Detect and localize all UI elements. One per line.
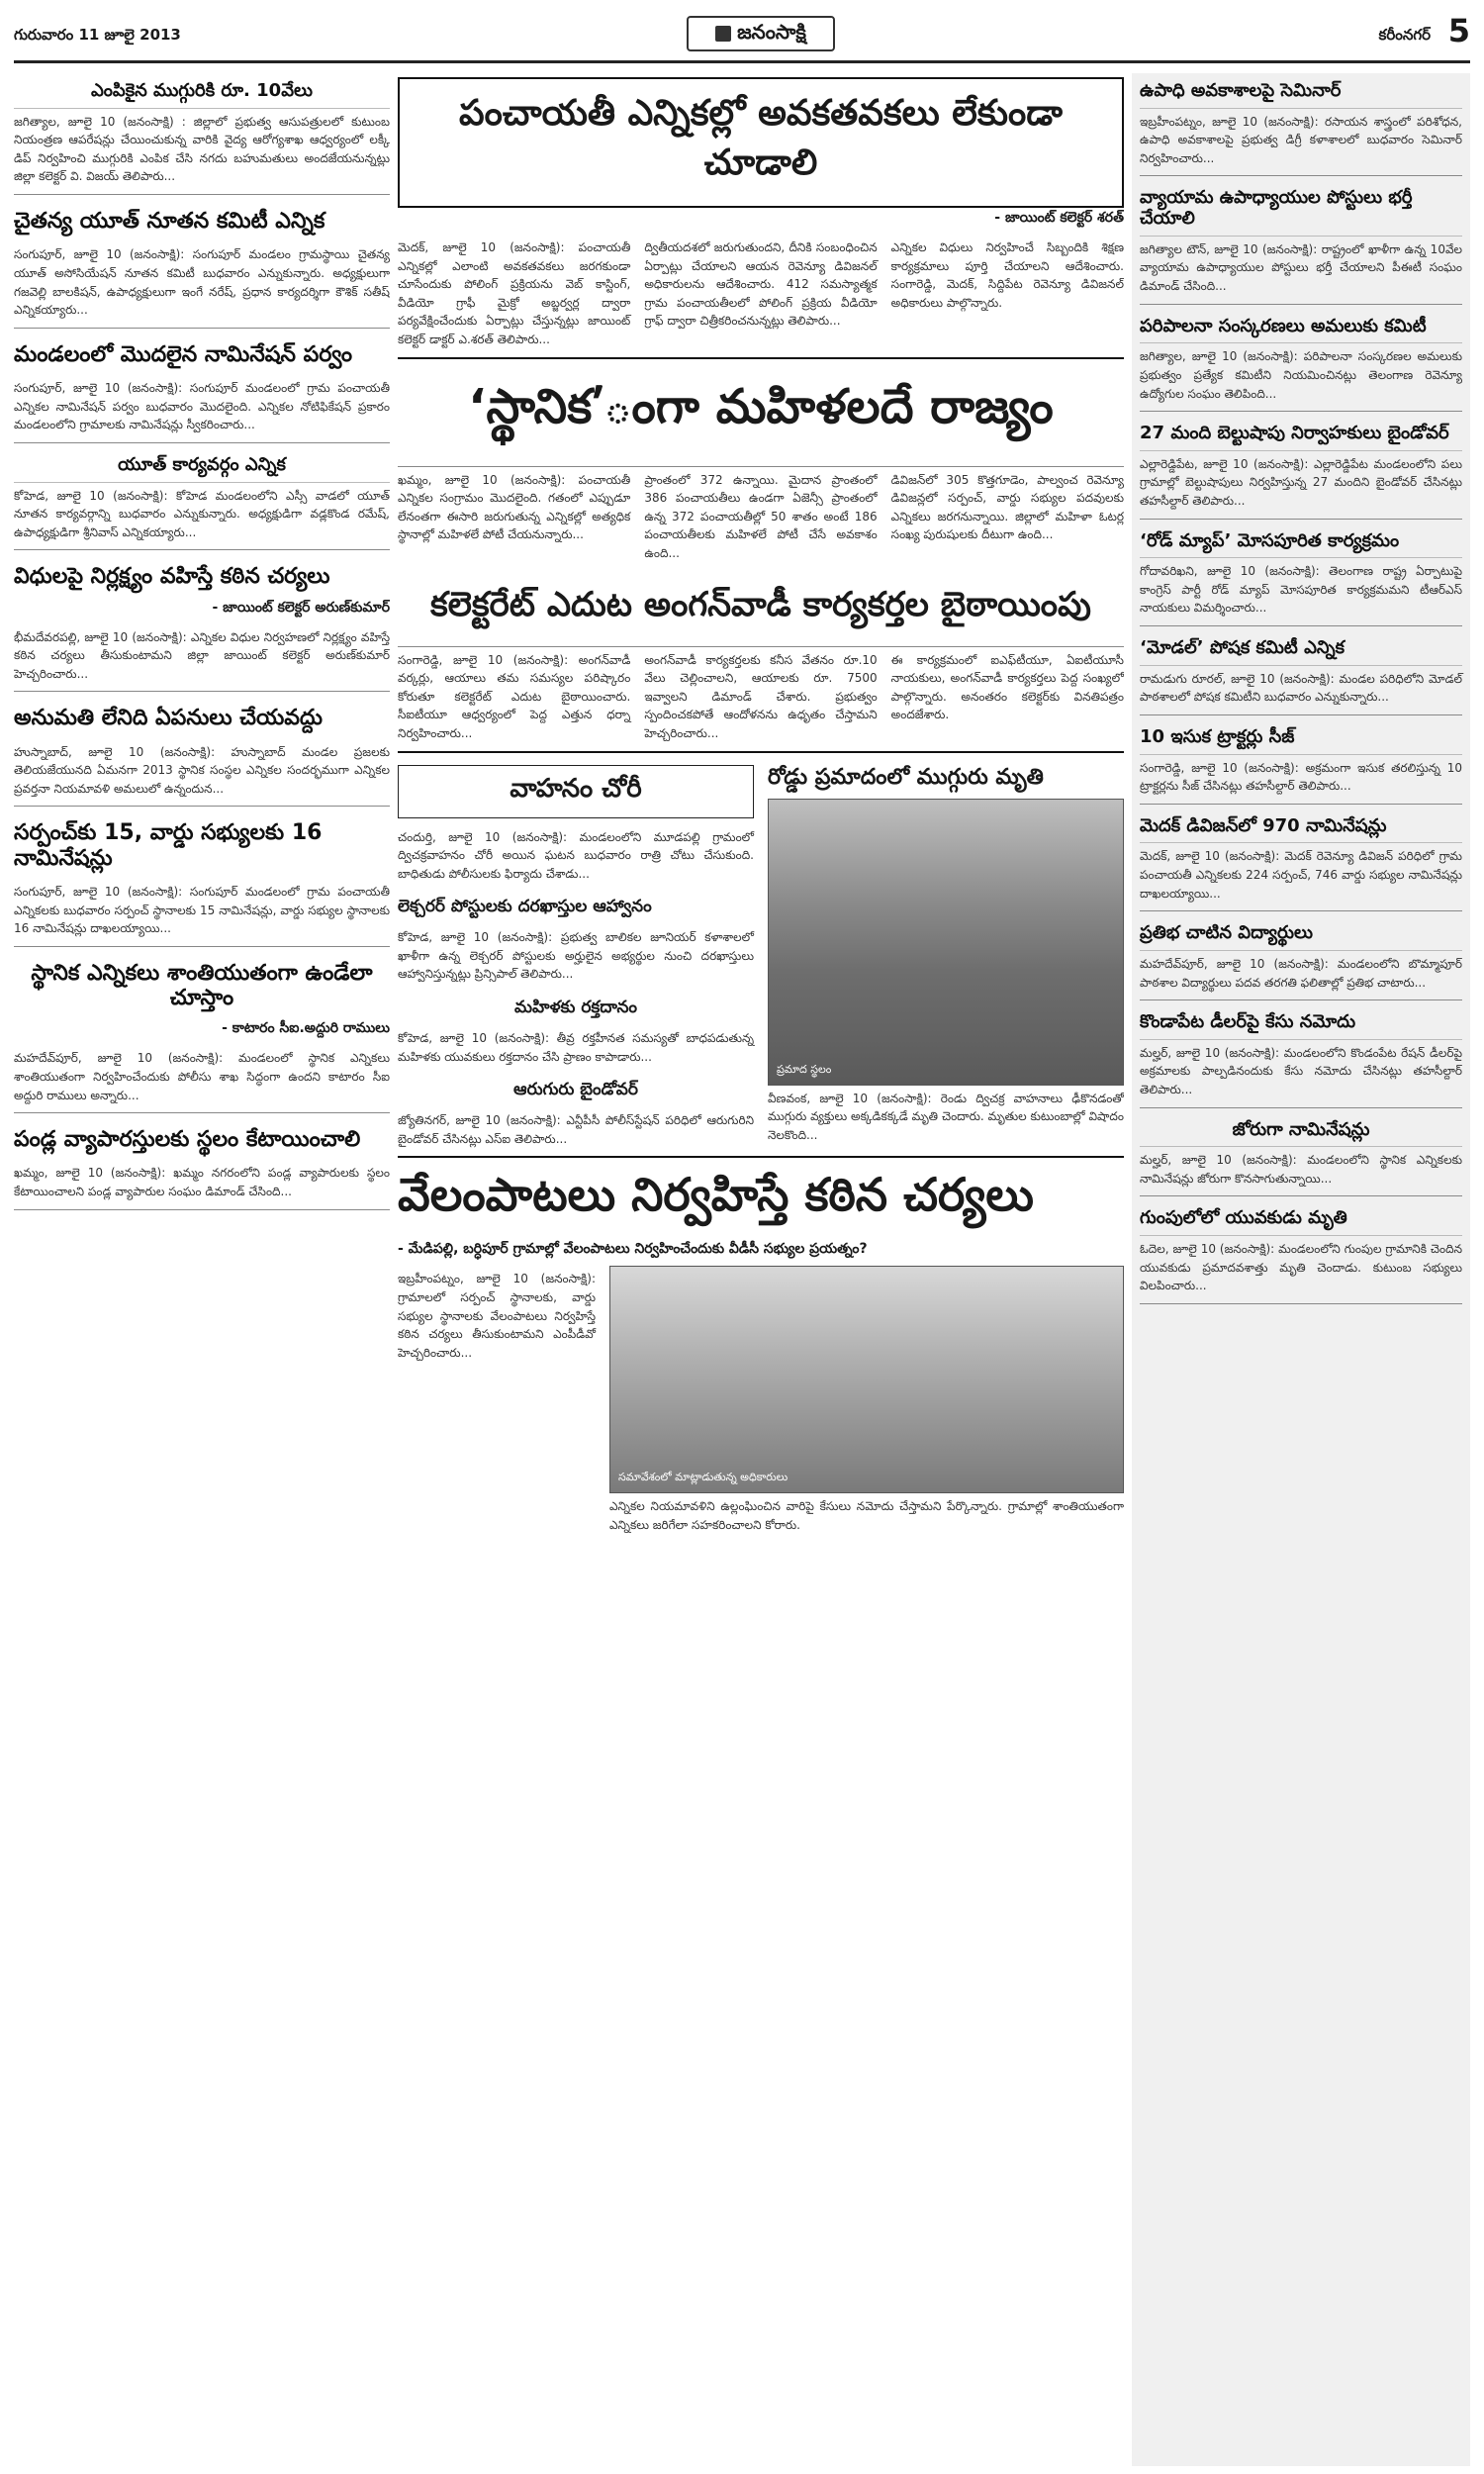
lead-body-col3: ఎన్నికల విధులు నిర్వహించే సిబ్బందికి శిక్షణ కార్యక్రమాలు పూర్తి చేయాలని ఆదేశించారు. సంగారెడ్డి, మెదక్, సిద్దిపేట రెవెన్యూ డివిజనల్ అధికారులు పాల్గొన్నారు. [890,240,1124,310]
auction-headline: వేలంపాటలు నిర్వహిస్తే కఠిన చర్యలు [398,1156,1124,1239]
headline: సర్పంచ్‌కు 15, వార్డు సభ్యులకు 16 నామినేషన్లు [14,820,323,871]
story-model-committee [1140,630,1462,715]
story-body: మెదక్, జూలై 10 (జనంసాక్షి): మెదక్ రెవెన్యూ డివిజన్ పరిధిలో గ్రామ పంచాయతీ ఎన్నికలకు 224 సర్పంచ్, 746 వార్డు సభ్యుల నామినేషన్లు దాఖలయ్యాయి... [1140,849,1462,901]
anganwadi-headline: కలెక్టరేట్ ఎదుట అంగన్‌వాడీ కార్యకర్తల బైఠాయింపు [398,571,1124,647]
headline: పరిపాలనా సంస్కరణలు అమలుకు కమిటీ [1140,309,1462,344]
story-sarpanch-nominations [14,810,390,946]
right-column [1132,73,1470,2466]
story-body: హుస్నాబాద్, జూలై 10 (జనంసాక్షి): హుస్నాబాద్ మండల ప్రజలకు తెలియజేయునది ఏమనగా 2013 స్థానిక సంస్థల ఎన్నికల సందర్భముగా ఎన్నికల ప్రవర్తనా నియమావళి అమలులో ఉన్నందున... [14,744,390,796]
story-body: జగిత్యాల, జూలై 10 (జనంసాక్షి) : జిల్లాలో ప్రభుత్వ ఆసుపత్రులలో కుటుంబ నియంత్రణ ఆపరేషన్లు చేయించుకున్న వారికి వైద్య ఆరోగ్యశాఖ ఆధ్వర్యంలో లక్కీ డిప్ నిర్వహించి ముగ్గురికి ఎంపిక చేసి నగదు బహుమతులు అందజేయనున్నట్లు జిల్లా కలెక్టర్ వి. విజయ్ తెలిపారు... [14,114,390,184]
story-youth-death [1140,1200,1462,1303]
auction-deck: - మేడిపల్లి, బర్ధిపూర్ గ్రామాల్లో వేలంపాటలు నిర్వహించేందుకు వీడీసీ సభ్యుల ప్రయత్నం? [398,1241,868,1258]
auction-story [398,1156,1124,1542]
story-body: సంగుపూర్, జూలై 10 (జనంసాక్షి): సంగుపూర్ మండలంలో గ్రామ పంచాయతీ ఎన్నికలకు బుధవారం సర్పంచ్ స్థానాలకు 15 నామినేషన్లు, వార్డు సభ్యుల స్థానాలకు 16 నామినేషన్లు దాఖలయ్యాయి... [14,885,390,936]
story-body: మహదేవ్‌పూర్, జూలై 10 (జనంసాక్షి): మండలంలోని బొమ్మాపూర్ పాఠశాల విద్యార్థులు పదవ తరగతి ఫలితాల్లో ప్రతిభ చాటారు... [1140,956,1462,990]
story-body: ఓదెల, జూలై 10 (జనంసాక్షి): మండలంలోని గుంపుల గ్రామానికి చెందిన యువకుడు ప్రమాదవశాత్తు మృతి చెందాడు. కుటుంబ సభ్యులు విలపించారు... [1140,1242,1462,1293]
story-youth-body [14,447,390,550]
anganwadi-body-col3: ఈ కార్యక్రమంలో ఐఎఫ్‌టీయూ, ఏఐటీయూసీ నాయకులు, అంగన్‌వాడీ కార్యకర్తలు పెద్ద సంఖ్యలో పాల్గొన్నారు. అనంతరం కలెక్టర్‌కు వినతిపత్రం అందజేశారు. [890,652,1124,722]
story-body: రామడుగు రూరల్, జూలై 10 (జనంసాక్షి): మండల పరిధిలోని మోడల్ పాఠశాలలో పోషక కమిటీని బుధవారం ఎన్నుకున్నారు... [1140,671,1462,705]
lead-body-col1: మెదక్, జూలై 10 (జనంసాక్షి): పంచాయతీ ఎన్నికల్లో ఎలాంటి అవకతవకలు జరగకుండా చూసేందుకు పోలింగ్ ప్రక్రియను వెబ్ కాస్టింగ్, వీడియో గ్రాఫీ మైక్రో అబ్జర్వర్ల ద్వారా పర్యవేక్షించేందుకు ఏర్పాట్లు చేస్తున్నట్లు జాయింట్ కలెక్టర్ డాక్టర్ ఎ.శరత్ తెలిపారు... [398,240,631,346]
story-body: ఇబ్రహీంపట్నం, జూలై 10 (జనంసాక్షి): రసాయన శాస్త్రంలో పరిశోధన, ఉపాధి అవకాశాలపై ప్రభుత్వ డిగ్రీ కళాశాలలో బుధవారం సెమినార్ నిర్వహించారు... [1140,114,1462,165]
story-duty-negligence [14,554,390,692]
story-body: భీమదేవరపల్లి, జూలై 10 (జనంసాక్షి): ఎన్నికల విధుల నిర్వహణలో నిర్లక్ష్యం వహిస్తే కఠిన చర్యలు తీసుకుంటామని జిల్లా జాయింట్ కలెక్టర్ అరుణ్‌కుమార్ హెచ్చరించారు... [14,629,390,681]
story-body: గోదావరిఖని, జూలై 10 (జనంసాక్షి): తెలంగాణ రాష్ట్ర ఏర్పాటుపై కాంగ్రెస్ పార్టీ రోడ్ మ్యాప్ మోసపూరిత కార్యక్రమమని టీఆర్‌ఎస్ నాయకులు విమర్శించారు... [1140,564,1462,616]
middle-column [398,73,1124,2466]
headline: అనుమతి లేనిది ఏపనులు చేయవద్దు [14,706,324,731]
story-body: మల్హర్, జూలై 10 (జనంసాక్షి): మండలంలోని కొండంపేట రేషన్ డీలర్‌పై అక్రమాలకు పాల్పడినందుకు కేసు నమోదు చేసినట్లు తహసీల్దార్ తెలిపారు... [1140,1045,1462,1096]
headline: ‘మోడల్’ పోషక కమిటీ ఎన్నిక [1140,630,1462,666]
women-body-col2: ప్రాంతంలో 372 ఉన్నాయి. మైదాన ప్రాంతంలో 386 పంచాయతీలు ఉండగా ఏజెన్సీ ప్రాంతంలో ఉన్న 372 పంచాయతీల్లో 50 శాతం అంటే 186 పంచాయతీలకు మహిళలే పోటీ చేసే అవకాశం ఉంది... [644,472,878,560]
auction-body-col1: ఇబ్రహీంపట్నం, జూలై 10 (జనంసాక్షి): గ్రామాలలో సర్పంచ్ స్థానాలకు, వార్డు సభ్యుల స్థానాలకు వేలంపాటలు నిర్వహిస్తే కఠిన చర్యలు తీసుకుంటామని ఎంపీడీవో హెచ్చరించారు... [398,1272,596,1360]
road-body: వీణవంక, జూలై 10 (జనంసాక్షి): రెండు ద్విచక్ర వాహనాలు ఢీకొనడంతో ముగ్గురు వ్యక్తులు అక్కడికక్కడే మృతి చెందారు. మృతుల కుటుంబాల్లో విషాదం నెలకొంది... [768,1091,1124,1142]
story-road-map [1140,523,1462,626]
story-fruit-vendors [14,1117,390,1209]
road-headline: రోడ్డు ప్రమాదంలో ముగ్గురు మృతి [768,764,1044,790]
lecturer-headline: లెక్చరర్ పోస్టులకు దరఖాస్తుల ఆహ్వానం [398,897,652,917]
story-medak-nominations [1140,809,1462,911]
logo-icon [715,26,731,42]
story-body: సంగారెడ్డి, జూలై 10 (జనంసాక్షి): అక్రమంగా ఇసుక తరలిస్తున్న 10 ట్రాక్టర్లను సీజ్ చేసినట్లు తహసీల్దార్ తెలిపారు... [1140,760,1462,794]
story-pet-posts [1140,180,1462,304]
edition-city: కరీంనగర్ [1378,26,1431,44]
story-belt-shops [1140,416,1462,519]
accident-photo [768,799,1124,1086]
bindover-headline: ఆరుగురు బైండోవర్ [513,1080,638,1100]
headline: వ్యాయామ ఉపాధ్యాయుల పోస్టులు భర్తీ చేయాలి [1140,180,1462,236]
anganwadi-story [398,571,1124,751]
headline: ప్రతిభ చాటిన విద్యార్థులు [1140,915,1462,951]
blood-headline: మహిళకు రక్తదానం [513,998,638,1018]
headline: పండ్ల వ్యాపారస్తులకు స్థలం కేటాయించాలి [14,1127,361,1153]
anganwadi-body-col1: సంగారెడ్డి, జూలై 10 (జనంసాక్షి): అంగన్‌వాడీ వర్కర్లు, ఆయాలు తమ సమస్యల పరిష్కారం కోరుతూ కలెక్టరేట్ ఎదుట బైఠాయించారు. సీఐటీయూ ఆధ్వర్యంలో పెద్ద ఎత్తున ధర్నా నిర్వహించారు... [398,652,631,740]
lecturer-body: కోహెడ, జూలై 10 (జనంసాక్షి): ప్రభుత్వ బాలికల జూనియర్ కళాశాలలో ఖాళీగా ఉన్న లెక్చరర్ పోస్టులకు అర్హులైన అభ్యర్థుల నుంచి దరఖాస్తులు ఆహ్వానిస్తున్నట్లు ప్రిన్సిపాల్ తెలిపారు... [398,930,754,982]
story-body: సంగుపూర్, జూలై 10 (జనంసాక్షి): సంగుపూర్ మండలం గ్రామస్థాయి చైతన్య యూత్ అసోసియేషన్ నూతన కమిటీ బుధవారం ఎన్నుకున్నారు. అధ్యక్షులుగా గజవెల్లి బాలకిషన్, ఉపాధ్యక్షులుగా ఇంగే నరేష్, ప్రధాన కార్యదర్శిగా కౌశిక్ సతీష్ ఎన్నికయ్యారు... [14,247,390,318]
headline: జోరుగా నామినేషన్లు [1140,1112,1462,1148]
byline: - జాయింట్ కలెక్టర్ అరుణ్‌కుమార్ [212,599,390,616]
story-body: జగిత్యాల టౌన్, జూలై 10 (జనంసాక్షి): రాష్ట్రంలో ఖాళీగా ఉన్న 10వేల వ్యాయామ ఉపాధ్యాయుల పోస్టులు భర్తీ చేయాలని పీఈటీ సంఘం డిమాండ్ చేసింది... [1140,241,1462,294]
left-column [14,73,390,2466]
lead-body-col2: ద్వితీయదశలో జరుగుతుందని, దీనికి సంబంధించిన ఏర్పాట్లు చేయాలని ఆయన రెవెన్యూ డివిజనల్ అధికారులను ఆదేశించారు. 412 సమస్యాత్మక గ్రామ పంచాయతీలలో పోలింగ్ ప్రక్రియ వీడియో గ్రాఫ్ ద్వారా చిత్రీకరించనున్నట్లు తెలిపారు... [644,240,878,329]
meeting-photo [609,1266,1124,1493]
byline: - కాటారం సీఐ.అద్దురి రాములు [222,1020,390,1037]
women-headline: ‘స్థానిక’ంగా మహిళలదే రాజ్యం [398,357,1124,467]
issue-date: గురువారం 11 జూలై 2013 [14,26,181,44]
masthead [14,8,1470,63]
story-no-permission [14,696,390,807]
story-students [1140,915,1462,1000]
story-nominations-start [14,333,390,443]
headline: ‘రోడ్ మ్యాప్’ మోసపూరిత కార్యక్రమం [1140,523,1462,559]
story-youth-committee [14,199,390,329]
story-seminar [1140,73,1462,176]
story-body: కోహెడ, జూలై 10 (జనంసాక్షి): కోహెడ మండలంలోని ఎస్సీ వాడలో యూత్ నూతన కార్యవర్గాన్ని బుధవారం ఎన్నుకున్నారు. అధ్యక్షుడిగా వడ్లకొండ రమేష్, ఉపాధ్యక్షుడిగా శ్రీనివాస్ ఎన్నికయ్యారు... [14,488,390,539]
lead-story [398,77,1124,357]
auction-body-col2: ఎన్నికల నియమావళిని ఉల్లంఘించిన వారిపై కేసులు నమోదు చేస్తామని పేర్కొన్నారు. గ్రామాల్లో శాంతియుతంగా ఎన్నికలు జరిగేలా సహకరించాలని కోరారు. [609,1499,1124,1533]
story-brisk-nominations [1140,1112,1462,1197]
newspaper-logo [687,16,835,51]
story-sand-tractors [1140,719,1462,805]
headline: 10 ఇసుక ట్రాక్టర్లు సీజ్ [1140,719,1462,755]
theft-body: చందుర్తి, జూలై 10 (జనంసాక్షి): మండలంలోని మూడపల్లి గ్రామంలో ద్విచక్రవాహనం చోరీ అయిన ఘటన బుధవారం రాత్రి చోటు చేసుకుంది. బాధితుడు పోలీసులకు ఫిర్యాదు చేశాడు... [398,829,754,881]
story-admin-reforms [1140,309,1462,412]
headline: ఉపాధి అవకాశాలపై సెమినార్ [1140,73,1462,109]
headline: కొండాపేట డీలర్‌పై కేసు నమోదు [1140,1004,1462,1040]
anganwadi-body-col2: అంగన్‌వాడీ కార్యకర్తలకు కనీస వేతనం రూ.10 వేలు చెల్లించాలని, ఆయాలకు రూ. 7500 ఇవ్వాలని డిమాండ్ చేశారు. ప్రభుత్వం స్పందించకపోతే ఆందోళనను ఉధృతం చేస్తామని హెచ్చరించారు... [644,652,878,740]
headline: గుంపులోలో యువకుడు మృతి [1140,1200,1462,1236]
headline: మండలంలో మొదలైన నామినేషన్ పర్వం [14,341,353,367]
headline: చైతన్య యూత్ నూతన కమిటీ ఎన్నిక [14,209,325,235]
story-body: జగిత్యాల, జూలై 10 (జనంసాక్షి): పరిపాలనా సంస్కరణల అమలుకు ప్రభుత్వం ప్రత్యేక కమిటీని నియమించినట్లు తెలంగాణ రెవెన్యూ ఉద్యోగుల సంఘం తెలిపింది... [1140,349,1462,401]
story-peaceful-elections [14,951,390,1113]
women-body-col3: డివిజన్‌లో 305 కొత్తగూడెం, పాల్వంచ రెవెన్యూ డివిజన్లలో సర్పంచ్, వార్డు సభ్యుల పదవులకు ఎన్నికలు జరగనున్నాయి. జిల్లాలో మహిళా ఓటర్ల సంఖ్య పురుషులకు దీటుగా ఉంది... [890,472,1124,542]
logo-text: జనంసాక్షి [737,19,806,44]
story-body: సంగుపూర్, జూలై 10 (జనంసాక్షి): సంగుపూర్ మండలంలో గ్రామ పంచాయతీ ఎన్నికల నామినేషన్ పర్వం బుధవారం మొదలైంది. ఎన్నికల నోటిఫికేషన్ ప్రకారం మండలంలోని గ్రామాలకు నామినేషన్లు స్వీకరించారు... [14,381,390,432]
lead-byline: - జాయింట్ కలెక్టర్ శరత్ [994,210,1124,226]
brief-stories [398,759,754,1157]
story-dealer-case [1140,1004,1462,1107]
story-body: మల్హర్, జూలై 10 (జనంసాక్షి): మండలంలోని స్థానిక ఎన్నికలకు నామినేషన్లు జోరుగా కొనసాగుతున్నాయి... [1140,1153,1462,1186]
photo-caption: సమావేశంలో మాట్లాడుతున్న అధికారులు [618,1471,788,1484]
lead-headline: పంచాయతీ ఎన్నికల్లో అవకతవకలు లేకుండా చూడాలి [398,77,1124,208]
headline: ఎంపికైన ముగ్గురికి రూ. 10వేలు [14,73,390,109]
bindover-body: జ్యోతినగర్, జూలై 10 (జనంసాక్షి): ఎన్టీపీసీ పోలీస్‌స్టేషన్ పరిధిలో ఆరుగురిని బైండోవర్ చేసినట్లు ఎస్‌ఐ తెలిపారు... [398,1113,754,1146]
theft-headline: వాహనం చోరీ [398,765,754,818]
women-body-col1: ఖమ్మం, జూలై 10 (జనంసాక్షి): పంచాయతీ ఎన్నికల సంగ్రామం మొదలైంది. గతంలో ఎప్పుడూ లేనంతగా ఈసారి జరుగుతున్న ఎన్నికల్లో అత్యధిక స్థానాల్లో మహిళలే పోటీ చేయనున్నారు... [398,472,631,542]
story-body: ఎల్లారెడ్డిపేట, జూలై 10 (జనంసాక్షి): ఎల్లారెడ్డిపేట మండలంలోని పలు గ్రామాల్లో బెల్టుషాపులు నిర్వహిస్తున్న 27 మందిని బైండోవర్ చేసినట్లు తహసీల్దార్ తెలిపారు... [1140,456,1462,508]
story-body: ఖమ్మం, జూలై 10 (జనంసాక్షి): ఖమ్మం నగరంలోని పండ్ల వ్యాపారులకు స్థలం కేటాయించాలని పండ్ల వ్యాపారుల సంఘం డిమాండ్ చేసింది... [14,1166,390,1199]
headline: స్థానిక ఎన్నికలు శాంతియుతంగా ఉండేలా చూస్తాం [31,960,373,1011]
headline: 27 మంది బెల్టుషాపు నిర్వాహకులు బైండోవర్ [1140,416,1462,451]
headline: విధులపై నిర్లక్ష్యం వహిస్తే కఠిన చర్యలు [14,564,330,590]
headline: మెదక్ డివిజన్‌లో 970 నామినేషన్లు [1140,809,1462,844]
women-story [398,357,1124,571]
blood-body: కోహెడ, జూలై 10 (జనంసాక్షి): తీవ్ర రక్తహీనత సమస్యతో బాధపడుతున్న మహిళకు యువకులు రక్తదానం చేసి ప్రాణం కాపాడారు... [398,1031,754,1064]
story-lucky-dip [14,73,390,195]
photo-caption: ప్రమాద స్థలం [777,1062,832,1076]
headline: యూత్ కార్యవర్గం ఎన్నిక [14,447,390,483]
story-body: మహదేవ్‌పూర్, జూలై 10 (జనంసాక్షి): మండలంలో స్థానిక ఎన్నికలు శాంతియుతంగా నిర్వహించేందుకు పోలీసు శాఖ సిద్ధంగా ఉందని కాటారం సీఐ అద్దురి రాములు అన్నారు... [14,1051,390,1102]
road-accident-story [768,759,1124,1157]
page-number: 5 [1447,12,1470,49]
